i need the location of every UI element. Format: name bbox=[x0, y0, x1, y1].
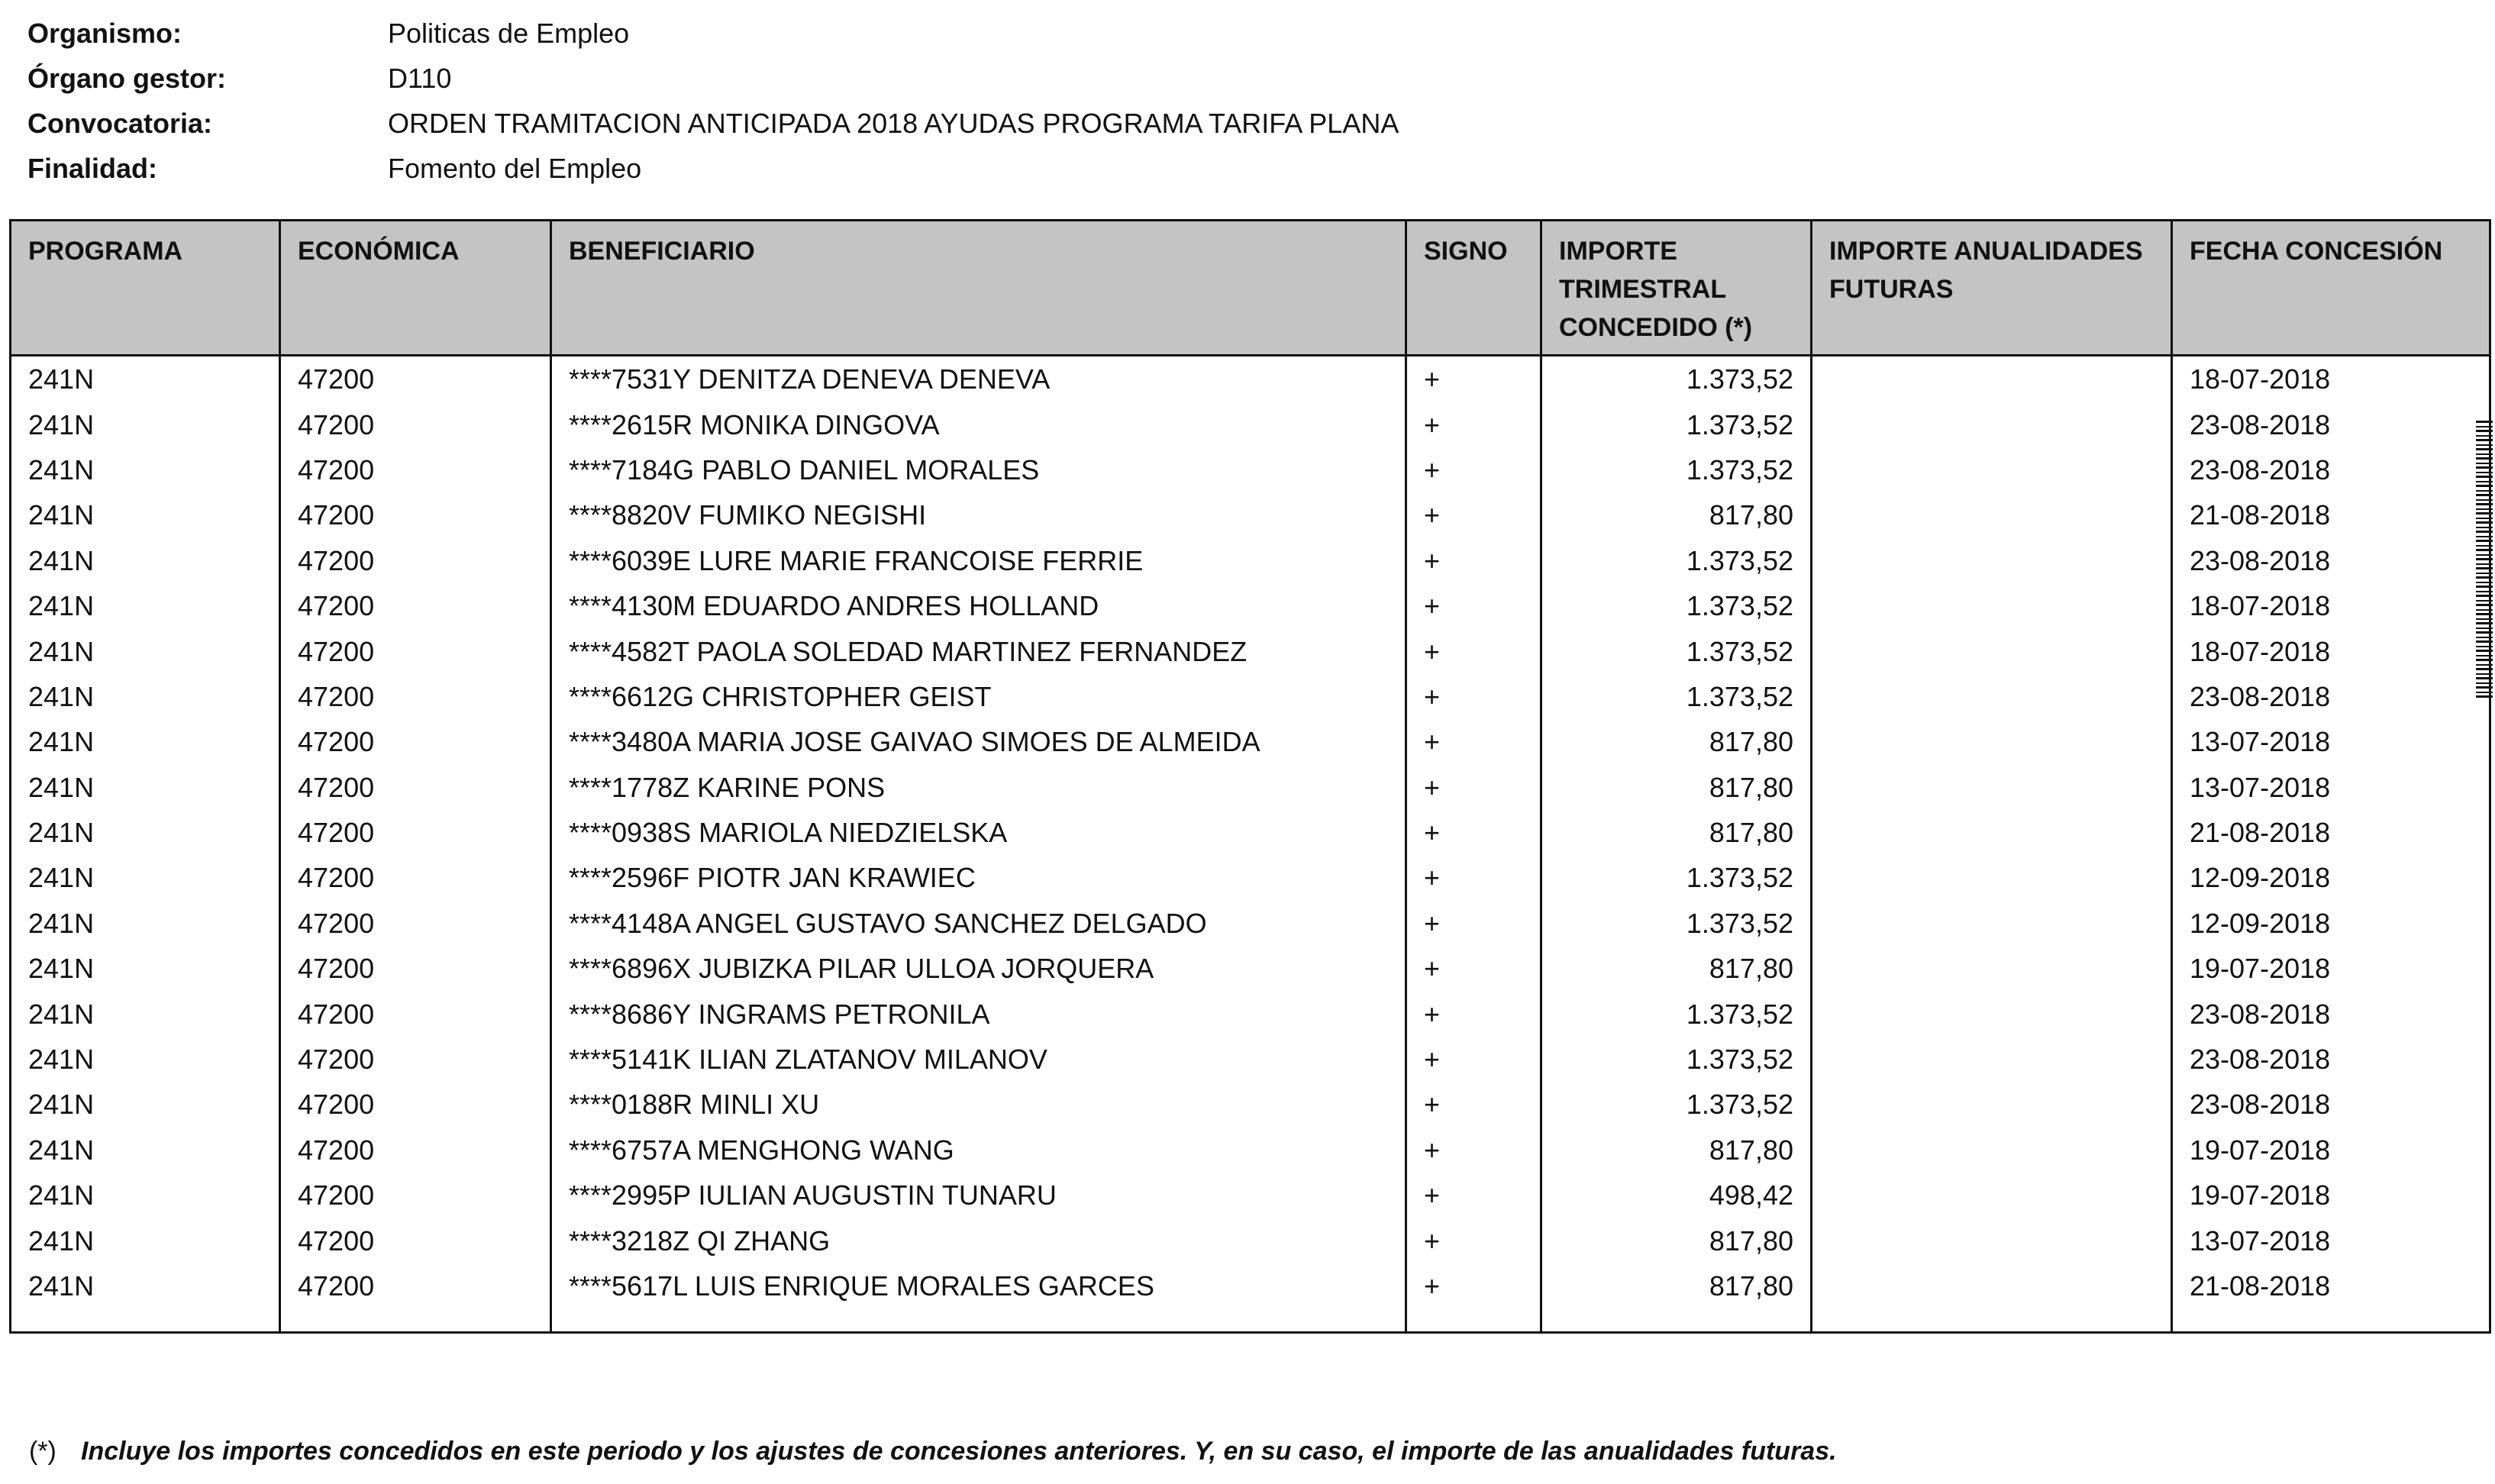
programa-cell: 241N bbox=[28, 1134, 95, 1166]
importe-anualidades-cell bbox=[1812, 855, 2172, 900]
signo-cell: + bbox=[1406, 1263, 1541, 1308]
importe-anualidades-cell bbox=[1812, 991, 2172, 1036]
programa-cell: 241N bbox=[28, 590, 95, 622]
beneficiario-cell: ****6039E LURE MARIE FRANCOISE FERRIE bbox=[551, 538, 1406, 583]
col-header-signo: SIGNO bbox=[1406, 221, 1541, 356]
programa-cell: 241N bbox=[28, 953, 95, 985]
fecha-concesion-cell: 23-08-2018 bbox=[2172, 1082, 2490, 1127]
fecha-concesion-cell: 12-09-2018 bbox=[2172, 901, 2490, 946]
table-body bbox=[11, 356, 2490, 1333]
table-row bbox=[11, 1263, 2490, 1308]
table-row bbox=[11, 991, 2490, 1036]
footnote bbox=[29, 1437, 1837, 1466]
fecha-concesion-cell: 19-07-2018 bbox=[2172, 946, 2490, 991]
importe-trimestral-cell: 1.373,52 bbox=[1541, 991, 1812, 1036]
fecha-concesion-cell: 13-07-2018 bbox=[2172, 1218, 2490, 1263]
fecha-concesion-cell: 23-08-2018 bbox=[2172, 991, 2490, 1036]
fecha-concesion-cell: 13-07-2018 bbox=[2172, 719, 2490, 764]
finalidad-row bbox=[27, 146, 1399, 191]
importe-anualidades-cell bbox=[1812, 765, 2172, 810]
beneficiario-cell: ****2596F PIOTR JAN KRAWIEC bbox=[551, 855, 1406, 900]
programa-cell: 241N bbox=[28, 499, 95, 531]
beneficiario-cell: ****3480A MARIA JOSE GAIVAO SIMOES DE ALMEIDA bbox=[551, 719, 1406, 764]
importe-anualidades-cell bbox=[1812, 447, 2172, 492]
fecha-concesion-cell: 18-07-2018 bbox=[2172, 583, 2490, 628]
importe-anualidades-cell bbox=[1812, 492, 2172, 537]
importe-anualidades-cell bbox=[1812, 1037, 2172, 1082]
fecha-concesion-cell: 18-07-2018 bbox=[2172, 628, 2490, 673]
organismo-value: Politicas de Empleo bbox=[388, 17, 630, 49]
table-row bbox=[11, 810, 2490, 855]
table-row bbox=[11, 1037, 2490, 1082]
fecha-concesion-cell: 23-08-2018 bbox=[2172, 447, 2490, 492]
beneficiario-cell: ****7531Y DENITZA DENEVA DENEVA bbox=[551, 356, 1406, 402]
beneficiario-cell: ****6896X JUBIZKA PILAR ULLOA JORQUERA bbox=[551, 946, 1406, 991]
economica-cell: 47200 bbox=[280, 810, 551, 855]
col-header-beneficiario: BENEFICIARIO bbox=[551, 221, 1406, 356]
importe-trimestral-cell: 817,80 bbox=[1541, 946, 1812, 991]
importe-trimestral-cell: 1.373,52 bbox=[1541, 356, 1812, 402]
signo-cell: + bbox=[1406, 946, 1541, 991]
importe-anualidades-cell bbox=[1812, 946, 2172, 991]
table-row bbox=[11, 719, 2490, 764]
importe-trimestral-cell: 1.373,52 bbox=[1541, 901, 1812, 946]
programa-cell: 241N bbox=[28, 680, 95, 712]
importe-anualidades-cell bbox=[1812, 356, 2172, 402]
signo-cell: + bbox=[1406, 583, 1541, 628]
economica-cell: 47200 bbox=[280, 765, 551, 810]
economica-cell: 47200 bbox=[280, 1037, 551, 1082]
importe-trimestral-cell: 1.373,52 bbox=[1541, 402, 1812, 447]
signo-cell: + bbox=[1406, 1128, 1541, 1173]
fecha-concesion-cell: 23-08-2018 bbox=[2172, 538, 2490, 583]
signo-cell: + bbox=[1406, 991, 1541, 1036]
finalidad-label: Finalidad: bbox=[27, 152, 157, 184]
fecha-concesion-cell: 23-08-2018 bbox=[2172, 1037, 2490, 1082]
convocatoria-value: ORDEN TRAMITACION ANTICIPADA 2018 AYUDAS PROGRAMA TARIFA PLANA bbox=[388, 107, 1399, 139]
programa-cell: 241N bbox=[28, 817, 95, 849]
col-header-programa: PROGRAMA bbox=[11, 221, 280, 356]
fecha-concesion-cell: 23-08-2018 bbox=[2172, 402, 2490, 447]
organismo-label: Organismo: bbox=[27, 17, 182, 49]
economica-cell: 47200 bbox=[280, 447, 551, 492]
importe-anualidades-cell bbox=[1812, 1128, 2172, 1173]
economica-cell: 47200 bbox=[280, 1173, 551, 1218]
organo-gestor-row bbox=[27, 56, 1399, 101]
importe-anualidades-cell bbox=[1812, 402, 2172, 447]
signo-cell: + bbox=[1406, 1173, 1541, 1218]
beneficiario-cell: ****3218Z QI ZHANG bbox=[551, 1218, 1406, 1263]
signo-cell: + bbox=[1406, 1082, 1541, 1127]
beneficiario-cell: ****0938S MARIOLA NIEDZIELSKA bbox=[551, 810, 1406, 855]
economica-cell: 47200 bbox=[280, 946, 551, 991]
importe-anualidades-cell bbox=[1812, 719, 2172, 764]
importe-trimestral-cell: 498,42 bbox=[1541, 1173, 1812, 1218]
importe-trimestral-cell: 1.373,52 bbox=[1541, 1037, 1812, 1082]
fecha-concesion-cell: 13-07-2018 bbox=[2172, 765, 2490, 810]
beneficiario-cell: ****1778Z KARINE PONS bbox=[551, 765, 1406, 810]
importe-anualidades-cell bbox=[1812, 1082, 2172, 1127]
table-row bbox=[11, 356, 2490, 402]
table-row bbox=[11, 855, 2490, 900]
beneficiario-cell: ****8820V FUMIKO NEGISHI bbox=[551, 492, 1406, 537]
importe-anualidades-cell bbox=[1812, 810, 2172, 855]
signo-cell: + bbox=[1406, 719, 1541, 764]
importe-trimestral-cell: 1.373,52 bbox=[1541, 447, 1812, 492]
importe-trimestral-cell: 1.373,52 bbox=[1541, 674, 1812, 719]
signo-cell: + bbox=[1406, 356, 1541, 402]
beneficiario-cell: ****6612G CHRISTOPHER GEIST bbox=[551, 674, 1406, 719]
convocatoria-row bbox=[27, 101, 1399, 146]
organo-gestor-value: D110 bbox=[388, 62, 452, 94]
programa-cell: 241N bbox=[28, 635, 95, 667]
importe-trimestral-cell: 1.373,52 bbox=[1541, 583, 1812, 628]
beneficiario-cell: ****4582T PAOLA SOLEDAD MARTINEZ FERNANDEZ bbox=[551, 628, 1406, 673]
economica-cell: 47200 bbox=[280, 538, 551, 583]
signo-cell: + bbox=[1406, 901, 1541, 946]
importe-trimestral-cell: 817,80 bbox=[1541, 810, 1812, 855]
economica-cell: 47200 bbox=[280, 674, 551, 719]
economica-cell: 47200 bbox=[280, 991, 551, 1036]
signo-cell: + bbox=[1406, 765, 1541, 810]
importe-trimestral-cell: 1.373,52 bbox=[1541, 855, 1812, 900]
economica-cell: 47200 bbox=[280, 1218, 551, 1263]
fecha-concesion-cell: 12-09-2018 bbox=[2172, 855, 2490, 900]
col-header-importe-anualidades: IMPORTE ANUALIDADES FUTURAS bbox=[1812, 221, 2172, 356]
programa-cell: 241N bbox=[28, 771, 95, 803]
programa-cell: 241N bbox=[28, 1224, 95, 1257]
importe-trimestral-cell: 817,80 bbox=[1541, 492, 1812, 537]
table-row bbox=[11, 538, 2490, 583]
importe-anualidades-cell bbox=[1812, 538, 2172, 583]
programa-cell: 241N bbox=[28, 1179, 95, 1211]
fecha-concesion-cell: 19-07-2018 bbox=[2172, 1128, 2490, 1173]
beneficiario-cell: ****5141K ILIAN ZLATANOV MILANOV bbox=[551, 1037, 1406, 1082]
fecha-concesion-cell: 18-07-2018 bbox=[2172, 356, 2490, 402]
table-row bbox=[11, 901, 2490, 946]
importe-anualidades-cell bbox=[1812, 1218, 2172, 1263]
programa-cell: 241N bbox=[28, 862, 95, 894]
signo-cell: + bbox=[1406, 492, 1541, 537]
footnote-text: Incluye los importes concedidos en este periodo y los ajustes de concesiones anteriores. Y, en su caso, el importe de las anualidades futuras. bbox=[81, 1437, 1837, 1466]
programa-cell: 241N bbox=[28, 363, 95, 395]
programa-cell: 241N bbox=[28, 408, 95, 440]
signo-cell: + bbox=[1406, 810, 1541, 855]
beneficiario-cell: ****6757A MENGHONG WANG bbox=[551, 1128, 1406, 1173]
col-header-fecha-concesion: FECHA CONCESIÓN bbox=[2172, 221, 2490, 356]
table-row bbox=[11, 674, 2490, 719]
signo-cell: + bbox=[1406, 447, 1541, 492]
importe-anualidades-cell bbox=[1812, 1263, 2172, 1308]
table-row bbox=[11, 447, 2490, 492]
table-row bbox=[11, 492, 2490, 537]
col-header-importe-trimestral: IMPORTE TRIMESTRAL CONCEDIDO (*) bbox=[1541, 221, 1812, 356]
table-row bbox=[11, 628, 2490, 673]
table-row bbox=[11, 765, 2490, 810]
economica-cell: 47200 bbox=[280, 1128, 551, 1173]
programa-cell: 241N bbox=[28, 998, 95, 1030]
table-row bbox=[11, 1218, 2490, 1263]
economica-cell: 47200 bbox=[280, 1263, 551, 1308]
table-header-row bbox=[11, 221, 2490, 356]
table-row bbox=[11, 1173, 2490, 1218]
programa-cell: 241N bbox=[28, 453, 95, 486]
signo-cell: + bbox=[1406, 1218, 1541, 1263]
table-row bbox=[11, 402, 2490, 447]
importe-trimestral-cell: 817,80 bbox=[1541, 719, 1812, 764]
table-row bbox=[11, 583, 2490, 628]
beneficiario-cell: ****0188R MINLI XU bbox=[551, 1082, 1406, 1127]
beneficiario-cell: ****8686Y INGRAMS PETRONILA bbox=[551, 991, 1406, 1036]
table-row bbox=[11, 1128, 2490, 1173]
signo-cell: + bbox=[1406, 674, 1541, 719]
beneficiario-cell: ****7184G PABLO DANIEL MORALES bbox=[551, 447, 1406, 492]
economica-cell: 47200 bbox=[280, 1082, 551, 1127]
fecha-concesion-cell: 21-08-2018 bbox=[2172, 810, 2490, 855]
fecha-concesion-cell: 19-07-2018 bbox=[2172, 1173, 2490, 1218]
table-filler-row bbox=[11, 1308, 2490, 1332]
beneficiario-cell: ****5617L LUIS ENRIQUE MORALES GARCES bbox=[551, 1263, 1406, 1308]
economica-cell: 47200 bbox=[280, 402, 551, 447]
economica-cell: 47200 bbox=[280, 356, 551, 402]
signo-cell: + bbox=[1406, 1037, 1541, 1082]
barcode-image bbox=[2476, 421, 2493, 699]
economica-cell: 47200 bbox=[280, 583, 551, 628]
organismo-row bbox=[27, 11, 1399, 56]
signo-cell: + bbox=[1406, 628, 1541, 673]
fecha-concesion-cell: 21-08-2018 bbox=[2172, 1263, 2490, 1308]
importe-trimestral-cell: 817,80 bbox=[1541, 765, 1812, 810]
economica-cell: 47200 bbox=[280, 719, 551, 764]
programa-cell: 241N bbox=[28, 544, 95, 576]
programa-cell: 241N bbox=[28, 907, 95, 939]
importe-trimestral-cell: 817,80 bbox=[1541, 1263, 1812, 1308]
importe-anualidades-cell bbox=[1812, 583, 2172, 628]
fecha-concesion-cell: 21-08-2018 bbox=[2172, 492, 2490, 537]
importe-trimestral-cell: 1.373,52 bbox=[1541, 1082, 1812, 1127]
fecha-concesion-cell: 23-08-2018 bbox=[2172, 674, 2490, 719]
footnote-mark: (*) bbox=[29, 1437, 56, 1466]
col-header-economica: ECONÓMICA bbox=[280, 221, 551, 356]
document-header bbox=[27, 11, 1399, 191]
importe-trimestral-cell: 1.373,52 bbox=[1541, 538, 1812, 583]
grants-table bbox=[9, 219, 2491, 1334]
importe-anualidades-cell bbox=[1812, 628, 2172, 673]
importe-trimestral-cell: 817,80 bbox=[1541, 1218, 1812, 1263]
importe-trimestral-cell: 817,80 bbox=[1541, 1128, 1812, 1173]
signo-cell: + bbox=[1406, 538, 1541, 583]
finalidad-value: Fomento del Empleo bbox=[388, 152, 642, 184]
signo-cell: + bbox=[1406, 402, 1541, 447]
importe-anualidades-cell bbox=[1812, 1173, 2172, 1218]
beneficiario-cell: ****4130M EDUARDO ANDRES HOLLAND bbox=[551, 583, 1406, 628]
signo-cell: + bbox=[1406, 855, 1541, 900]
programa-cell: 241N bbox=[28, 1089, 95, 1121]
economica-cell: 47200 bbox=[280, 901, 551, 946]
beneficiario-cell: ****2615R MONIKA DINGOVA bbox=[551, 402, 1406, 447]
table-row bbox=[11, 1082, 2490, 1127]
importe-anualidades-cell bbox=[1812, 901, 2172, 946]
economica-cell: 47200 bbox=[280, 492, 551, 537]
convocatoria-label: Convocatoria: bbox=[27, 107, 213, 139]
economica-cell: 47200 bbox=[280, 855, 551, 900]
beneficiario-cell: ****4148A ANGEL GUSTAVO SANCHEZ DELGADO bbox=[551, 901, 1406, 946]
programa-cell: 241N bbox=[28, 726, 95, 758]
organo-gestor-label: Órgano gestor: bbox=[27, 62, 227, 94]
importe-trimestral-cell: 1.373,52 bbox=[1541, 628, 1812, 673]
programa-cell: 241N bbox=[28, 1044, 95, 1076]
programa-cell: 241N bbox=[28, 1270, 95, 1302]
importe-anualidades-cell bbox=[1812, 674, 2172, 719]
table-row bbox=[11, 946, 2490, 991]
beneficiario-cell: ****2995P IULIAN AUGUSTIN TUNARU bbox=[551, 1173, 1406, 1218]
economica-cell: 47200 bbox=[280, 628, 551, 673]
